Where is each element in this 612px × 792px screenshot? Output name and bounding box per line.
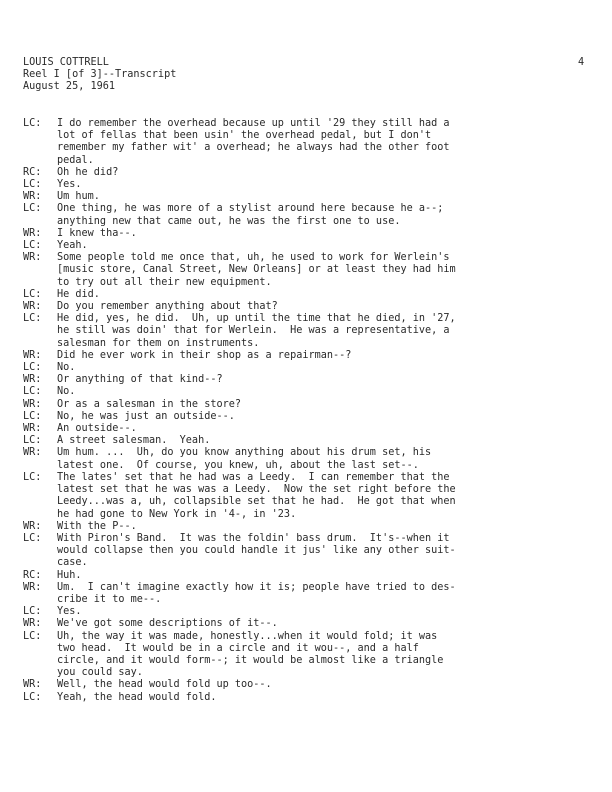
speaker-label: WR: [23, 618, 42, 630]
dialogue-text [57, 521, 593, 533]
transcript-body [23, 118, 593, 704]
dialogue-line: With the P--. [57, 520, 137, 532]
dialogue-entry [23, 533, 593, 570]
speaker-label: RC: [23, 166, 42, 178]
dialogue-text [57, 313, 593, 350]
header-date: August 25, 1961 [23, 81, 116, 93]
dialogue-entry [23, 167, 593, 179]
dialogue-line: No. [57, 362, 76, 374]
dialogue-line: Um hum. [57, 191, 100, 203]
dialogue-line: Leedy...was a, uh, collapsible set that he had. He got that when [57, 496, 456, 508]
dialogue-line: I do remember the overhead because up until '29 they still had a [57, 118, 450, 129]
dialogue-line: Um. I can't imagine exactly how it is; people have tried to des- [57, 581, 456, 593]
dialogue-entry [23, 301, 593, 313]
speaker-label: WR: [23, 374, 42, 386]
dialogue-line: pedal. [57, 154, 94, 166]
speaker-label: LC: [23, 118, 42, 129]
dialogue-line: Huh. [57, 569, 82, 581]
dialogue-line: lot of fellas that been usin' the overhead pedal, but I don't [57, 130, 432, 142]
speaker-label: LC: [23, 288, 42, 300]
dialogue-text [57, 435, 593, 447]
dialogue-entry [23, 362, 593, 374]
dialogue-line: Uh, the way it was made, honestly...when it would fold; it was [57, 630, 438, 642]
dialogue-entry [23, 679, 593, 691]
dialogue-line: No, he was just an outside--. [57, 410, 235, 422]
dialogue-line: remember my father wit' a overhead; he always had the other foot [57, 142, 450, 154]
dialogue-line: Yeah. [57, 240, 88, 252]
dialogue-text [57, 191, 593, 203]
dialogue-entry [23, 179, 593, 191]
dialogue-line: The lates' set that he had was a Leedy. I can remember that the [57, 471, 450, 483]
speaker-label: WR: [23, 679, 42, 691]
dialogue-line: Yes. [57, 179, 82, 191]
dialogue-text [57, 374, 593, 386]
dialogue-entry [23, 435, 593, 447]
dialogue-text [57, 423, 593, 435]
dialogue-entry [23, 692, 593, 704]
dialogue-text [57, 118, 593, 167]
dialogue-entry [23, 570, 593, 582]
speaker-label: WR: [23, 301, 42, 313]
speaker-label: WR: [23, 581, 42, 593]
speaker-label: LC: [23, 386, 42, 398]
dialogue-text [57, 582, 593, 606]
dialogue-entry [23, 374, 593, 386]
transcript-header [23, 57, 176, 94]
dialogue-text [57, 228, 593, 240]
speaker-label: LC: [23, 179, 42, 191]
speaker-label: LC: [23, 691, 42, 703]
speaker-label: LC: [23, 630, 42, 642]
dialogue-line: Or as a salesman in the store? [57, 398, 242, 410]
speaker-label: LC: [23, 410, 42, 422]
speaker-label: WR: [23, 520, 42, 532]
speaker-label: WR: [23, 423, 42, 435]
dialogue-line: Some people told me once that, uh, he used to work for Werlein's [57, 252, 450, 264]
dialogue-text [57, 362, 593, 374]
dialogue-line: to try out all their new equipment. [57, 276, 272, 288]
dialogue-text [57, 692, 593, 704]
dialogue-entry [23, 618, 593, 630]
dialogue-line: latest set that he was was a Leedy. Now the set right before the [57, 484, 456, 496]
dialogue-entry [23, 252, 593, 289]
dialogue-line: He did. [57, 288, 100, 300]
speaker-label: WR: [23, 227, 42, 239]
dialogue-text [57, 399, 593, 411]
dialogue-line: Or anything of that kind--? [57, 374, 223, 386]
dialogue-entry [23, 472, 593, 521]
dialogue-text [57, 386, 593, 398]
dialogue-line: case. [57, 557, 88, 569]
page-number: 4 [578, 57, 585, 68]
dialogue-entry [23, 118, 593, 167]
dialogue-text [57, 301, 593, 313]
dialogue-text [57, 203, 593, 227]
dialogue-line: One thing, he was more of a stylist around here because he a--; [57, 203, 444, 215]
dialogue-text [57, 606, 593, 618]
dialogue-line: He did, yes, he did. Uh, up until the time that he died, in '27, [57, 313, 456, 325]
speaker-label: WR: [23, 191, 42, 203]
dialogue-entry [23, 582, 593, 606]
dialogue-entry [23, 386, 593, 398]
dialogue-text [57, 411, 593, 423]
dialogue-text [57, 179, 593, 191]
dialogue-entry [23, 289, 593, 301]
dialogue-line: Well, the head would fold up too--. [57, 679, 272, 691]
dialogue-text [57, 533, 593, 570]
dialogue-line: Did he ever work in their shop as a repairman--? [57, 349, 352, 361]
dialogue-entry [23, 191, 593, 203]
dialogue-entry [23, 350, 593, 362]
dialogue-line: I knew tha--. [57, 227, 137, 239]
speaker-label: LC: [23, 313, 42, 325]
speaker-label: WR: [23, 349, 42, 361]
dialogue-entry [23, 399, 593, 411]
speaker-label: LC: [23, 606, 42, 618]
dialogue-entry [23, 423, 593, 435]
speaker-label: LC: [23, 532, 42, 544]
dialogue-text [57, 240, 593, 252]
dialogue-text [57, 679, 593, 691]
dialogue-entry [23, 228, 593, 240]
dialogue-text [57, 570, 593, 582]
dialogue-text [57, 252, 593, 289]
dialogue-text [57, 350, 593, 362]
speaker-label: WR: [23, 398, 42, 410]
speaker-label: LC: [23, 240, 42, 252]
dialogue-line: he still was doin' that for Werlein. He was a representative, a [57, 325, 450, 337]
dialogue-line: Um hum. ... Uh, do you know anything about his drum set, his [57, 447, 432, 459]
speaker-label: LC: [23, 362, 42, 374]
dialogue-entry [23, 447, 593, 471]
speaker-label: LC: [23, 471, 42, 483]
dialogue-entry [23, 411, 593, 423]
dialogue-entry [23, 313, 593, 350]
speaker-label: WR: [23, 447, 42, 459]
dialogue-line: An outside--. [57, 423, 137, 435]
dialogue-line: two head. It would be in a circle and it wou--, and a half [57, 642, 419, 654]
dialogue-line: No. [57, 386, 76, 398]
speaker-label: RC: [23, 569, 42, 581]
dialogue-line: anything new that came out, he was the first one to use. [57, 215, 401, 227]
dialogue-entry [23, 203, 593, 227]
header-interviewee: LOUIS COTTRELL [23, 57, 109, 68]
speaker-label: LC: [23, 203, 42, 215]
dialogue-entry [23, 631, 593, 680]
dialogue-text [57, 447, 593, 471]
dialogue-text [57, 167, 593, 179]
dialogue-line: Yeah, the head would fold. [57, 691, 217, 703]
dialogue-line: With Piron's Band. It was the foldin' bass drum. It's--when it [57, 532, 450, 544]
dialogue-line: A street salesman. Yeah. [57, 435, 211, 447]
dialogue-entry [23, 240, 593, 252]
speaker-label: WR: [23, 252, 42, 264]
dialogue-line: Do you remember anything about that? [57, 301, 278, 313]
dialogue-text [57, 618, 593, 630]
dialogue-line: We've got some descriptions of it--. [57, 618, 278, 630]
dialogue-text [57, 289, 593, 301]
dialogue-line: [music store, Canal Street, New Orleans] or at least they had him [57, 264, 456, 276]
dialogue-line: would collapse then you could handle it jus' like any other suit- [57, 545, 456, 557]
dialogue-line: Yes. [57, 606, 82, 618]
dialogue-line: he had gone to New York in '4-, in '23. [57, 508, 297, 520]
dialogue-line: circle, and it would form--; it would be almost like a triangle [57, 654, 444, 666]
dialogue-text [57, 472, 593, 521]
dialogue-entry [23, 521, 593, 533]
dialogue-entry [23, 606, 593, 618]
header-reel: Reel I [of 3]--Transcript [23, 69, 177, 81]
dialogue-line: cribe it to me--. [57, 593, 162, 605]
dialogue-line: you could say. [57, 667, 143, 679]
dialogue-line: salesman for them on instruments. [57, 337, 260, 349]
speaker-label: LC: [23, 435, 42, 447]
dialogue-line: latest one. Of course, you knew, uh, about the last set--. [57, 459, 419, 471]
dialogue-line: Oh he did? [57, 166, 119, 178]
dialogue-text [57, 631, 593, 680]
